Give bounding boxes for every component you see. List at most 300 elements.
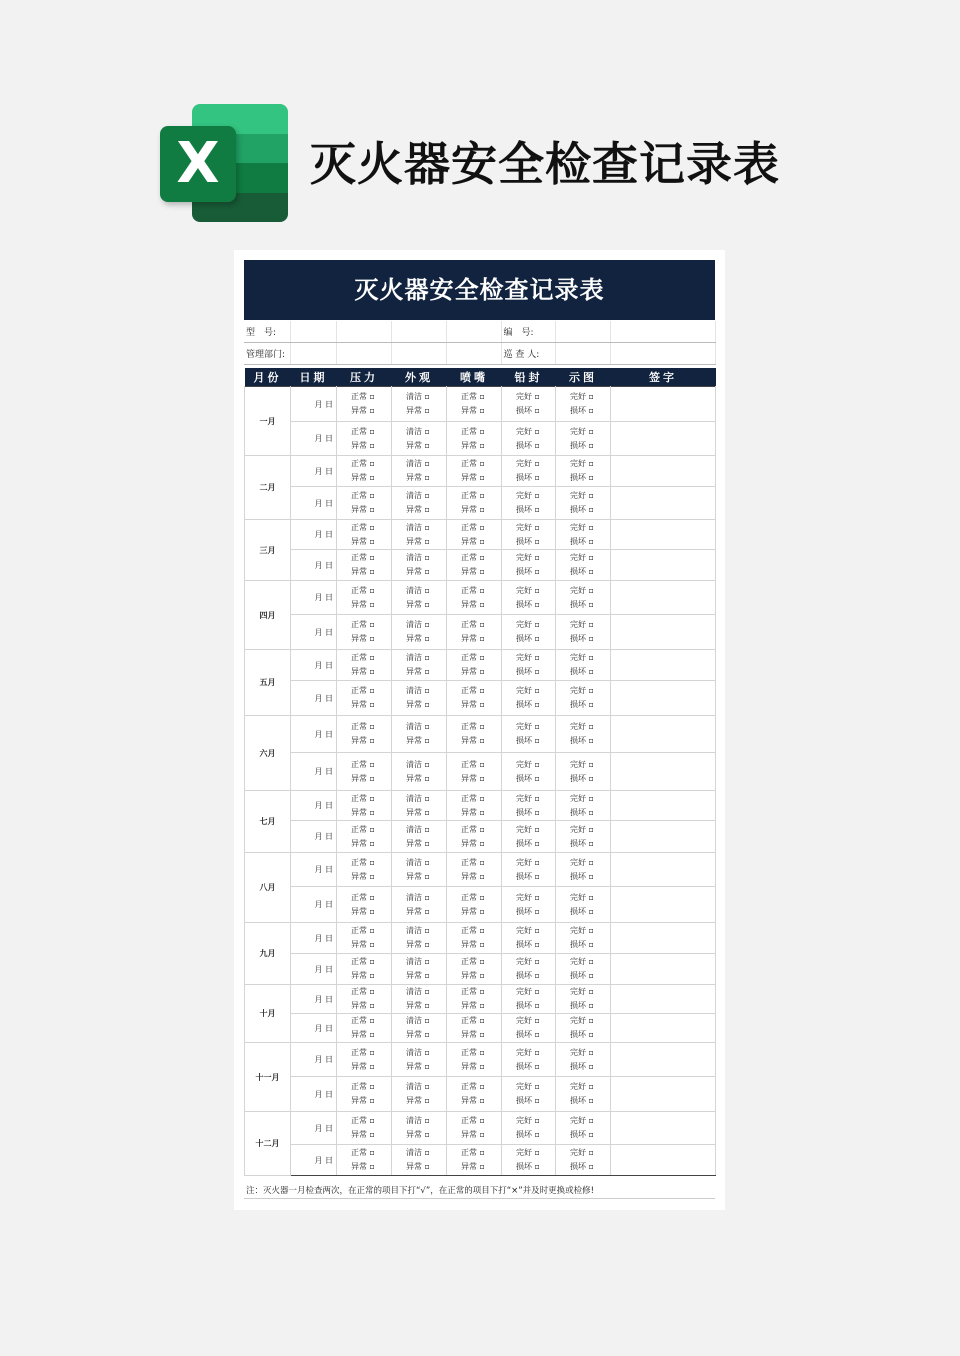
pressure-options[interactable] xyxy=(337,887,392,923)
date-cell[interactable]: 月 日 xyxy=(291,520,337,550)
checkbox-option[interactable]: 正常 ▫ xyxy=(351,491,375,500)
checkbox-option[interactable]: 清洁 ▫ xyxy=(406,824,430,834)
checkbox-option[interactable]: 异常 ▫ xyxy=(351,773,375,783)
checkbox-option[interactable]: 完好 ▫ xyxy=(516,491,540,500)
checkbox-option[interactable]: 完好 ▫ xyxy=(516,585,540,595)
checkbox-option[interactable]: 损坏 ▫ xyxy=(570,1061,594,1071)
seal-options[interactable] xyxy=(502,985,556,1014)
checkbox-option[interactable]: 完好 ▫ xyxy=(516,957,540,966)
date-cell[interactable]: 月 日 xyxy=(291,1077,337,1112)
checkbox-option[interactable]: 损坏 ▫ xyxy=(570,736,594,745)
diagram-options[interactable] xyxy=(556,581,611,615)
checkbox-option[interactable]: 异常 ▫ xyxy=(351,1130,375,1139)
checkbox-option[interactable]: 损坏 ▫ xyxy=(570,634,594,643)
checkbox-option[interactable]: 异常 ▫ xyxy=(406,440,430,450)
checkbox-option[interactable]: 异常 ▫ xyxy=(461,440,485,450)
checkbox-option[interactable]: 清洁 ▫ xyxy=(406,892,430,902)
checkbox-option[interactable]: 清洁 ▫ xyxy=(406,1148,430,1157)
nozzle-options[interactable] xyxy=(447,887,502,923)
checkbox-option[interactable]: 完好 ▫ xyxy=(570,585,594,595)
checkbox-option[interactable]: 完好 ▫ xyxy=(570,553,594,562)
number-value[interactable] xyxy=(555,321,610,343)
seal-options[interactable] xyxy=(502,753,556,791)
signature-cell[interactable] xyxy=(611,716,716,753)
checkbox-option[interactable]: 异常 ▫ xyxy=(351,736,375,745)
checkbox-option[interactable]: 异常 ▫ xyxy=(461,940,485,949)
date-cell[interactable]: 月 日 xyxy=(291,923,337,954)
checkbox-option[interactable]: 正常 ▫ xyxy=(351,392,375,401)
checkbox-option[interactable]: 正常 ▫ xyxy=(461,857,485,867)
checkbox-option[interactable]: 损坏 ▫ xyxy=(516,1061,540,1071)
appearance-options[interactable] xyxy=(392,681,447,716)
checkbox-option[interactable]: 异常 ▫ xyxy=(351,1162,375,1171)
signature-cell[interactable] xyxy=(611,887,716,923)
seal-options[interactable] xyxy=(502,954,556,985)
checkbox-option[interactable]: 异常 ▫ xyxy=(406,634,430,643)
signature-cell[interactable] xyxy=(611,456,716,487)
checkbox-option[interactable]: 完好 ▫ xyxy=(570,892,594,902)
checkbox-option[interactable]: 完好 ▫ xyxy=(516,426,540,436)
checkbox-option[interactable]: 正常 ▫ xyxy=(461,1016,485,1025)
checkbox-option[interactable]: 正常 ▫ xyxy=(351,553,375,562)
diagram-options[interactable] xyxy=(556,550,611,581)
checkbox-option[interactable]: 损坏 ▫ xyxy=(570,1162,594,1171)
checkbox-option[interactable]: 损坏 ▫ xyxy=(516,807,540,817)
checkbox-option[interactable]: 正常 ▫ xyxy=(461,892,485,902)
checkbox-option[interactable]: 损坏 ▫ xyxy=(516,634,540,643)
pressure-options[interactable] xyxy=(337,716,392,753)
nozzle-options[interactable] xyxy=(447,1077,502,1112)
checkbox-option[interactable]: 完好 ▫ xyxy=(570,1016,594,1025)
nozzle-options[interactable] xyxy=(447,1014,502,1043)
diagram-options[interactable] xyxy=(556,791,611,821)
checkbox-option[interactable]: 清洁 ▫ xyxy=(406,759,430,769)
checkbox-option[interactable]: 异常 ▫ xyxy=(461,1030,485,1039)
checkbox-option[interactable]: 正常 ▫ xyxy=(351,522,375,532)
diagram-options[interactable] xyxy=(556,520,611,550)
pressure-options[interactable] xyxy=(337,753,392,791)
checkbox-option[interactable]: 正常 ▫ xyxy=(351,857,375,867)
checkbox-option[interactable]: 清洁 ▫ xyxy=(406,987,430,996)
seal-options[interactable] xyxy=(502,520,556,550)
seal-options[interactable] xyxy=(502,387,556,422)
signature-cell[interactable] xyxy=(611,615,716,650)
checkbox-option[interactable]: 正常 ▫ xyxy=(351,620,375,629)
dept-value-cell[interactable] xyxy=(446,343,501,365)
checkbox-option[interactable]: 异常 ▫ xyxy=(406,1162,430,1171)
checkbox-option[interactable]: 正常 ▫ xyxy=(351,1016,375,1025)
checkbox-option[interactable]: 完好 ▫ xyxy=(516,686,540,695)
checkbox-option[interactable]: 异常 ▫ xyxy=(406,736,430,745)
checkbox-option[interactable]: 异常 ▫ xyxy=(461,1130,485,1139)
diagram-options[interactable] xyxy=(556,387,611,422)
checkbox-option[interactable]: 异常 ▫ xyxy=(351,536,375,546)
checkbox-option[interactable]: 异常 ▫ xyxy=(461,567,485,576)
checkbox-option[interactable]: 损坏 ▫ xyxy=(516,567,540,576)
checkbox-option[interactable]: 损坏 ▫ xyxy=(516,1001,540,1010)
checkbox-option[interactable]: 损坏 ▫ xyxy=(516,1162,540,1171)
checkbox-option[interactable]: 完好 ▫ xyxy=(570,491,594,500)
checkbox-option[interactable]: 正常 ▫ xyxy=(461,987,485,996)
diagram-options[interactable] xyxy=(556,1077,611,1112)
signature-cell[interactable] xyxy=(611,550,716,581)
checkbox-option[interactable]: 损坏 ▫ xyxy=(570,505,594,514)
date-cell[interactable]: 月 日 xyxy=(291,456,337,487)
checkbox-option[interactable]: 正常 ▫ xyxy=(461,491,485,500)
diagram-options[interactable] xyxy=(556,615,611,650)
checkbox-option[interactable]: 异常 ▫ xyxy=(461,599,485,609)
checkbox-option[interactable]: 正常 ▫ xyxy=(351,987,375,996)
checkbox-option[interactable]: 损坏 ▫ xyxy=(570,1001,594,1010)
pressure-options[interactable] xyxy=(337,681,392,716)
checkbox-option[interactable]: 正常 ▫ xyxy=(351,892,375,902)
diagram-options[interactable] xyxy=(556,821,611,853)
appearance-options[interactable] xyxy=(392,1145,447,1176)
checkbox-option[interactable]: 正常 ▫ xyxy=(461,426,485,436)
appearance-options[interactable] xyxy=(392,923,447,954)
checkbox-option[interactable]: 清洁 ▫ xyxy=(406,722,430,731)
model-value-cell[interactable] xyxy=(446,321,501,343)
date-cell[interactable]: 月 日 xyxy=(291,422,337,456)
nozzle-options[interactable] xyxy=(447,487,502,520)
pressure-options[interactable] xyxy=(337,520,392,550)
checkbox-option[interactable]: 完好 ▫ xyxy=(570,857,594,867)
checkbox-option[interactable]: 异常 ▫ xyxy=(406,1130,430,1139)
model-value-cell[interactable] xyxy=(391,321,446,343)
nozzle-options[interactable] xyxy=(447,954,502,985)
pressure-options[interactable] xyxy=(337,550,392,581)
seal-options[interactable] xyxy=(502,1145,556,1176)
checkbox-option[interactable]: 完好 ▫ xyxy=(570,620,594,629)
nozzle-options[interactable] xyxy=(447,681,502,716)
checkbox-option[interactable]: 完好 ▫ xyxy=(516,892,540,902)
pressure-options[interactable] xyxy=(337,1112,392,1145)
pressure-options[interactable] xyxy=(337,985,392,1014)
checkbox-option[interactable]: 异常 ▫ xyxy=(461,1001,485,1010)
checkbox-option[interactable]: 清洁 ▫ xyxy=(406,459,430,468)
pressure-options[interactable] xyxy=(337,923,392,954)
pressure-options[interactable] xyxy=(337,615,392,650)
dept-value-cell[interactable] xyxy=(391,343,446,365)
nozzle-options[interactable] xyxy=(447,456,502,487)
diagram-options[interactable] xyxy=(556,954,611,985)
number-value-cell[interactable] xyxy=(610,321,715,343)
signature-cell[interactable] xyxy=(611,985,716,1014)
signature-cell[interactable] xyxy=(611,954,716,985)
seal-options[interactable] xyxy=(502,456,556,487)
checkbox-option[interactable]: 正常 ▫ xyxy=(351,459,375,468)
signature-cell[interactable] xyxy=(611,753,716,791)
checkbox-option[interactable]: 损坏 ▫ xyxy=(516,599,540,609)
checkbox-option[interactable]: 正常 ▫ xyxy=(461,1047,485,1057)
checkbox-option[interactable]: 正常 ▫ xyxy=(461,686,485,695)
seal-options[interactable] xyxy=(502,615,556,650)
inspector-value-cell[interactable] xyxy=(610,343,715,365)
checkbox-option[interactable]: 完好 ▫ xyxy=(570,793,594,803)
checkbox-option[interactable]: 损坏 ▫ xyxy=(516,406,540,415)
pressure-options[interactable] xyxy=(337,821,392,853)
checkbox-option[interactable]: 损坏 ▫ xyxy=(570,906,594,916)
checkbox-option[interactable]: 损坏 ▫ xyxy=(570,667,594,676)
checkbox-option[interactable]: 正常 ▫ xyxy=(461,620,485,629)
checkbox-option[interactable]: 异常 ▫ xyxy=(351,807,375,817)
date-cell[interactable]: 月 日 xyxy=(291,681,337,716)
checkbox-option[interactable]: 正常 ▫ xyxy=(351,653,375,662)
appearance-options[interactable] xyxy=(392,791,447,821)
checkbox-option[interactable]: 完好 ▫ xyxy=(516,522,540,532)
appearance-options[interactable] xyxy=(392,581,447,615)
checkbox-option[interactable]: 完好 ▫ xyxy=(516,987,540,996)
signature-cell[interactable] xyxy=(611,1043,716,1077)
checkbox-option[interactable]: 异常 ▫ xyxy=(406,871,430,881)
checkbox-option[interactable]: 异常 ▫ xyxy=(351,634,375,643)
diagram-options[interactable] xyxy=(556,456,611,487)
checkbox-option[interactable]: 清洁 ▫ xyxy=(406,653,430,662)
signature-cell[interactable] xyxy=(611,923,716,954)
date-cell[interactable]: 月 日 xyxy=(291,887,337,923)
appearance-options[interactable] xyxy=(392,650,447,681)
checkbox-option[interactable]: 异常 ▫ xyxy=(461,736,485,745)
signature-cell[interactable] xyxy=(611,520,716,550)
checkbox-option[interactable]: 损坏 ▫ xyxy=(570,971,594,980)
checkbox-option[interactable]: 清洁 ▫ xyxy=(406,426,430,436)
checkbox-option[interactable]: 损坏 ▫ xyxy=(570,567,594,576)
pressure-options[interactable] xyxy=(337,422,392,456)
signature-cell[interactable] xyxy=(611,387,716,422)
checkbox-option[interactable]: 正常 ▫ xyxy=(351,759,375,769)
checkbox-option[interactable]: 正常 ▫ xyxy=(461,522,485,532)
nozzle-options[interactable] xyxy=(447,650,502,681)
seal-options[interactable] xyxy=(502,923,556,954)
checkbox-option[interactable]: 损坏 ▫ xyxy=(570,773,594,783)
checkbox-option[interactable]: 损坏 ▫ xyxy=(570,536,594,546)
checkbox-option[interactable]: 完好 ▫ xyxy=(570,1148,594,1157)
checkbox-option[interactable]: 异常 ▫ xyxy=(406,505,430,514)
appearance-options[interactable] xyxy=(392,1112,447,1145)
pressure-options[interactable] xyxy=(337,1014,392,1043)
seal-options[interactable] xyxy=(502,681,556,716)
checkbox-option[interactable]: 异常 ▫ xyxy=(461,700,485,709)
checkbox-option[interactable]: 异常 ▫ xyxy=(406,700,430,709)
appearance-options[interactable] xyxy=(392,821,447,853)
checkbox-option[interactable]: 正常 ▫ xyxy=(351,585,375,595)
checkbox-option[interactable]: 正常 ▫ xyxy=(461,793,485,803)
signature-cell[interactable] xyxy=(611,650,716,681)
seal-options[interactable] xyxy=(502,1077,556,1112)
checkbox-option[interactable]: 异常 ▫ xyxy=(406,1061,430,1071)
checkbox-option[interactable]: 异常 ▫ xyxy=(351,838,375,848)
dept-value-cell[interactable] xyxy=(336,343,391,365)
diagram-options[interactable] xyxy=(556,985,611,1014)
seal-options[interactable] xyxy=(502,791,556,821)
signature-cell[interactable] xyxy=(611,1077,716,1112)
appearance-options[interactable] xyxy=(392,487,447,520)
appearance-options[interactable] xyxy=(392,550,447,581)
checkbox-option[interactable]: 完好 ▫ xyxy=(570,1047,594,1057)
checkbox-option[interactable]: 异常 ▫ xyxy=(351,1096,375,1105)
checkbox-option[interactable]: 异常 ▫ xyxy=(351,599,375,609)
checkbox-option[interactable]: 损坏 ▫ xyxy=(570,473,594,482)
checkbox-option[interactable]: 正常 ▫ xyxy=(461,957,485,966)
checkbox-option[interactable]: 损坏 ▫ xyxy=(516,1130,540,1139)
model-value-cell[interactable] xyxy=(336,321,391,343)
pressure-options[interactable] xyxy=(337,581,392,615)
signature-cell[interactable] xyxy=(611,422,716,456)
checkbox-option[interactable]: 异常 ▫ xyxy=(406,406,430,415)
checkbox-option[interactable]: 正常 ▫ xyxy=(461,926,485,935)
checkbox-option[interactable]: 损坏 ▫ xyxy=(516,773,540,783)
nozzle-options[interactable] xyxy=(447,1145,502,1176)
checkbox-option[interactable]: 正常 ▫ xyxy=(461,722,485,731)
checkbox-option[interactable]: 损坏 ▫ xyxy=(570,807,594,817)
checkbox-option[interactable]: 正常 ▫ xyxy=(351,426,375,436)
checkbox-option[interactable]: 正常 ▫ xyxy=(461,459,485,468)
checkbox-option[interactable]: 完好 ▫ xyxy=(570,459,594,468)
checkbox-option[interactable]: 损坏 ▫ xyxy=(570,838,594,848)
checkbox-option[interactable]: 损坏 ▫ xyxy=(570,599,594,609)
checkbox-option[interactable]: 损坏 ▫ xyxy=(516,473,540,482)
checkbox-option[interactable]: 完好 ▫ xyxy=(516,857,540,867)
diagram-options[interactable] xyxy=(556,753,611,791)
pressure-options[interactable] xyxy=(337,1043,392,1077)
checkbox-option[interactable]: 异常 ▫ xyxy=(406,838,430,848)
checkbox-option[interactable]: 异常 ▫ xyxy=(461,473,485,482)
checkbox-option[interactable]: 完好 ▫ xyxy=(516,392,540,401)
checkbox-option[interactable]: 完好 ▫ xyxy=(516,1148,540,1157)
checkbox-option[interactable]: 正常 ▫ xyxy=(351,686,375,695)
diagram-options[interactable] xyxy=(556,887,611,923)
nozzle-options[interactable] xyxy=(447,853,502,887)
pressure-options[interactable] xyxy=(337,487,392,520)
checkbox-option[interactable]: 正常 ▫ xyxy=(351,824,375,834)
pressure-options[interactable] xyxy=(337,791,392,821)
signature-cell[interactable] xyxy=(611,853,716,887)
checkbox-option[interactable]: 完好 ▫ xyxy=(570,392,594,401)
appearance-options[interactable] xyxy=(392,954,447,985)
checkbox-option[interactable]: 完好 ▫ xyxy=(516,459,540,468)
signature-cell[interactable] xyxy=(611,821,716,853)
checkbox-option[interactable]: 完好 ▫ xyxy=(516,620,540,629)
nozzle-options[interactable] xyxy=(447,581,502,615)
checkbox-option[interactable]: 清洁 ▫ xyxy=(406,1082,430,1091)
appearance-options[interactable] xyxy=(392,1043,447,1077)
date-cell[interactable]: 月 日 xyxy=(291,1043,337,1077)
checkbox-option[interactable]: 异常 ▫ xyxy=(351,700,375,709)
checkbox-option[interactable]: 清洁 ▫ xyxy=(406,585,430,595)
checkbox-option[interactable]: 异常 ▫ xyxy=(351,1061,375,1071)
checkbox-option[interactable]: 损坏 ▫ xyxy=(516,971,540,980)
pressure-options[interactable] xyxy=(337,853,392,887)
checkbox-option[interactable]: 完好 ▫ xyxy=(516,759,540,769)
nozzle-options[interactable] xyxy=(447,753,502,791)
appearance-options[interactable] xyxy=(392,853,447,887)
checkbox-option[interactable]: 完好 ▫ xyxy=(570,653,594,662)
nozzle-options[interactable] xyxy=(447,923,502,954)
model-value[interactable] xyxy=(290,321,336,343)
date-cell[interactable]: 月 日 xyxy=(291,954,337,985)
checkbox-option[interactable]: 异常 ▫ xyxy=(461,1096,485,1105)
checkbox-option[interactable]: 异常 ▫ xyxy=(351,1001,375,1010)
appearance-options[interactable] xyxy=(392,387,447,422)
checkbox-option[interactable]: 异常 ▫ xyxy=(406,906,430,916)
checkbox-option[interactable]: 异常 ▫ xyxy=(351,971,375,980)
checkbox-option[interactable]: 完好 ▫ xyxy=(570,926,594,935)
date-cell[interactable]: 月 日 xyxy=(291,550,337,581)
checkbox-option[interactable]: 损坏 ▫ xyxy=(516,1030,540,1039)
checkbox-option[interactable]: 异常 ▫ xyxy=(406,536,430,546)
seal-options[interactable] xyxy=(502,887,556,923)
checkbox-option[interactable]: 正常 ▫ xyxy=(461,392,485,401)
checkbox-option[interactable]: 清洁 ▫ xyxy=(406,957,430,966)
checkbox-option[interactable]: 完好 ▫ xyxy=(516,1116,540,1125)
date-cell[interactable]: 月 日 xyxy=(291,387,337,422)
checkbox-option[interactable]: 异常 ▫ xyxy=(351,906,375,916)
nozzle-options[interactable] xyxy=(447,550,502,581)
checkbox-option[interactable]: 异常 ▫ xyxy=(406,971,430,980)
appearance-options[interactable] xyxy=(392,422,447,456)
checkbox-option[interactable]: 正常 ▫ xyxy=(351,1116,375,1125)
appearance-options[interactable] xyxy=(392,1077,447,1112)
seal-options[interactable] xyxy=(502,853,556,887)
checkbox-option[interactable]: 完好 ▫ xyxy=(516,926,540,935)
checkbox-option[interactable]: 正常 ▫ xyxy=(461,1116,485,1125)
pressure-options[interactable] xyxy=(337,1077,392,1112)
seal-options[interactable] xyxy=(502,422,556,456)
checkbox-option[interactable]: 正常 ▫ xyxy=(461,759,485,769)
checkbox-option[interactable]: 清洁 ▫ xyxy=(406,926,430,935)
checkbox-option[interactable]: 异常 ▫ xyxy=(461,807,485,817)
nozzle-options[interactable] xyxy=(447,791,502,821)
checkbox-option[interactable]: 异常 ▫ xyxy=(406,773,430,783)
checkbox-option[interactable]: 清洁 ▫ xyxy=(406,620,430,629)
date-cell[interactable]: 月 日 xyxy=(291,985,337,1014)
checkbox-option[interactable]: 损坏 ▫ xyxy=(516,505,540,514)
checkbox-option[interactable]: 正常 ▫ xyxy=(461,1082,485,1091)
seal-options[interactable] xyxy=(502,650,556,681)
date-cell[interactable]: 月 日 xyxy=(291,821,337,853)
nozzle-options[interactable] xyxy=(447,422,502,456)
checkbox-option[interactable]: 正常 ▫ xyxy=(351,793,375,803)
checkbox-option[interactable]: 异常 ▫ xyxy=(406,1001,430,1010)
checkbox-option[interactable]: 完好 ▫ xyxy=(570,824,594,834)
checkbox-option[interactable]: 异常 ▫ xyxy=(406,940,430,949)
checkbox-option[interactable]: 异常 ▫ xyxy=(461,838,485,848)
checkbox-option[interactable]: 完好 ▫ xyxy=(570,426,594,436)
checkbox-option[interactable]: 完好 ▫ xyxy=(516,722,540,731)
checkbox-option[interactable]: 完好 ▫ xyxy=(516,824,540,834)
diagram-options[interactable] xyxy=(556,716,611,753)
checkbox-option[interactable]: 损坏 ▫ xyxy=(516,667,540,676)
seal-options[interactable] xyxy=(502,1112,556,1145)
signature-cell[interactable] xyxy=(611,1112,716,1145)
diagram-options[interactable] xyxy=(556,923,611,954)
appearance-options[interactable] xyxy=(392,456,447,487)
checkbox-option[interactable]: 异常 ▫ xyxy=(351,473,375,482)
checkbox-option[interactable]: 正常 ▫ xyxy=(351,1047,375,1057)
checkbox-option[interactable]: 完好 ▫ xyxy=(570,1116,594,1125)
checkbox-option[interactable]: 损坏 ▫ xyxy=(516,940,540,949)
checkbox-option[interactable]: 异常 ▫ xyxy=(351,940,375,949)
date-cell[interactable]: 月 日 xyxy=(291,581,337,615)
checkbox-option[interactable]: 异常 ▫ xyxy=(461,1061,485,1071)
checkbox-option[interactable]: 异常 ▫ xyxy=(406,1030,430,1039)
checkbox-option[interactable]: 异常 ▫ xyxy=(461,971,485,980)
appearance-options[interactable] xyxy=(392,1014,447,1043)
checkbox-option[interactable]: 异常 ▫ xyxy=(406,807,430,817)
appearance-options[interactable] xyxy=(392,615,447,650)
checkbox-option[interactable]: 损坏 ▫ xyxy=(516,700,540,709)
checkbox-option[interactable]: 清洁 ▫ xyxy=(406,553,430,562)
